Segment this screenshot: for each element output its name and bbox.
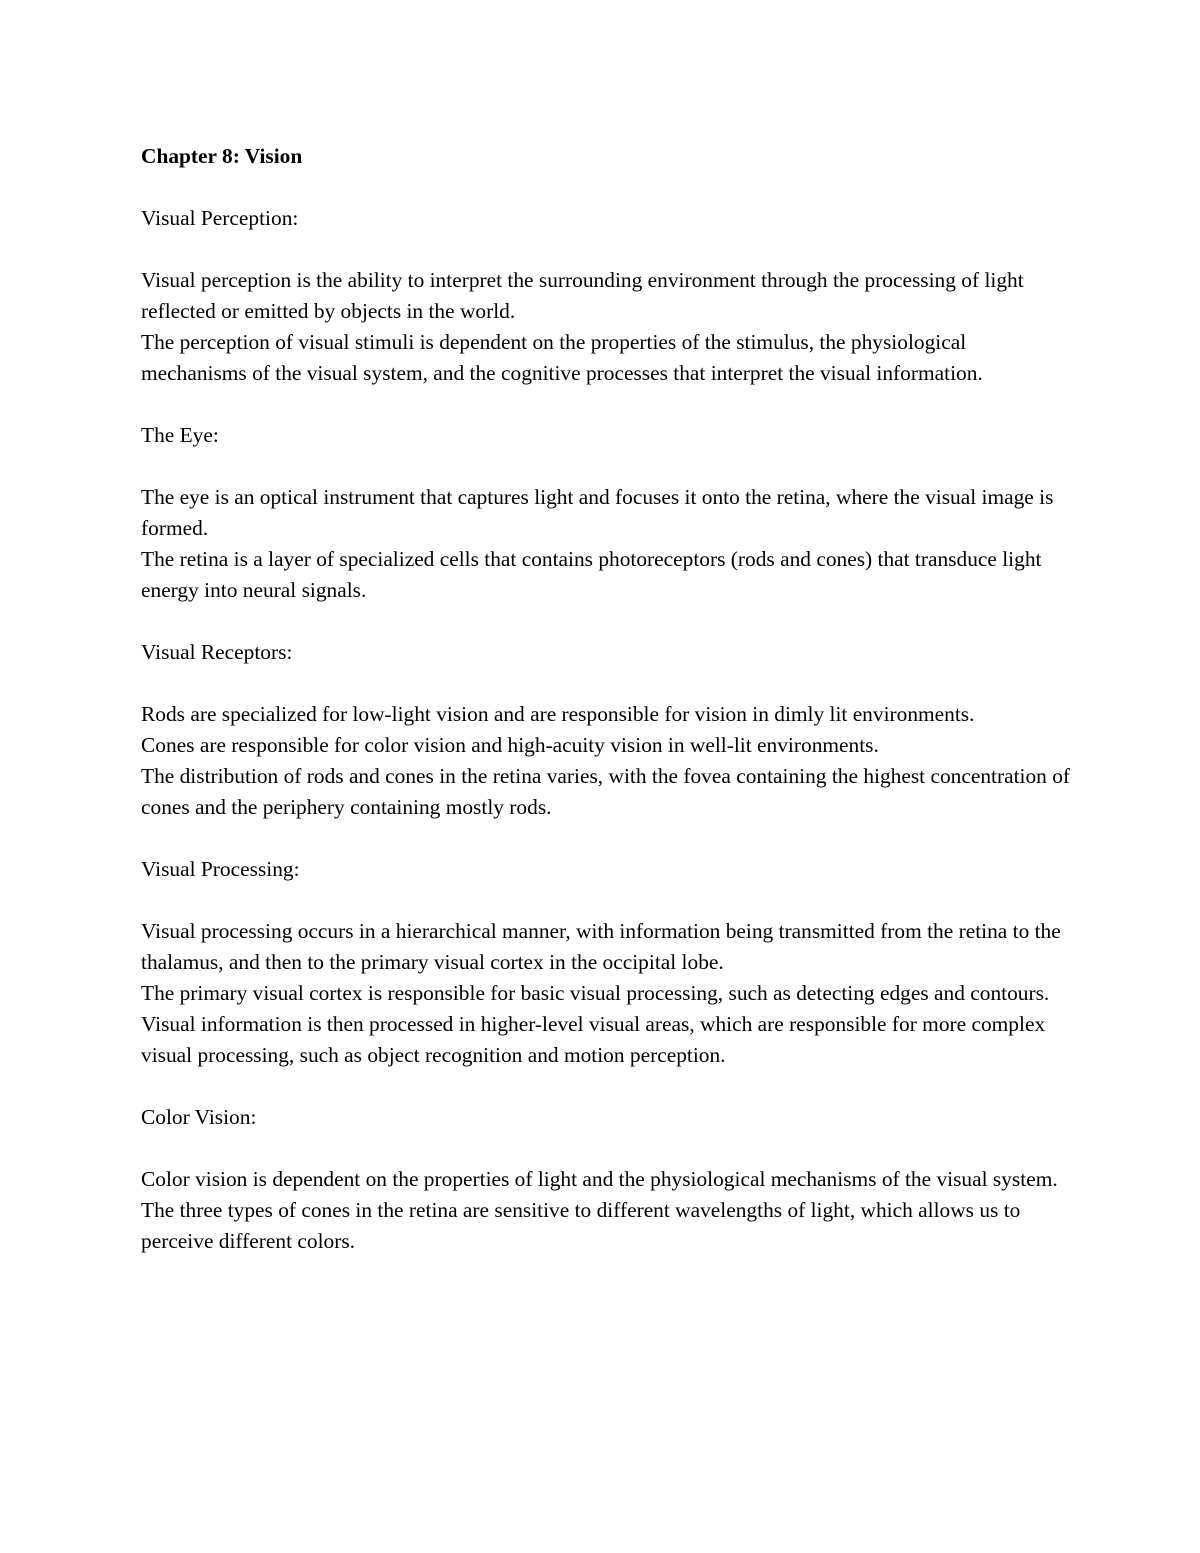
paragraph: Visual processing occurs in a hierarchical manner, with information being transmitted from the retina to the thalamus, and then to the primary visual cortex in the occipital lobe. bbox=[141, 919, 1061, 974]
document-title: Chapter 8: Vision bbox=[141, 144, 303, 168]
paragraph: The eye is an optical instrument that captures light and focuses it onto the retina, where the visual image is formed. bbox=[141, 485, 1054, 540]
section-visual-receptors bbox=[141, 637, 1076, 823]
section-body bbox=[141, 699, 1076, 823]
section-heading: The Eye: bbox=[141, 423, 219, 447]
section-body bbox=[141, 482, 1076, 606]
section-heading: Visual Perception: bbox=[141, 206, 299, 230]
section-color-vision bbox=[141, 1102, 1076, 1257]
paragraph: The retina is a layer of specialized cells that contains photoreceptors (rods and cones) that transduce light energy into neural signals. bbox=[141, 547, 1042, 602]
section-visual-processing bbox=[141, 854, 1076, 1071]
section-body bbox=[141, 265, 1076, 389]
paragraph: Cones are responsible for color vision and high-acuity vision in well-lit environments. bbox=[141, 733, 879, 757]
paragraph: The three types of cones in the retina are sensitive to different wavelengths of light, which allows us to perceive different colors. bbox=[141, 1198, 1021, 1253]
section-the-eye bbox=[141, 420, 1076, 606]
paragraph: Rods are specialized for low-light vision and are responsible for vision in dimly lit environments. bbox=[141, 702, 975, 726]
section-body bbox=[141, 916, 1076, 1071]
section-heading: Color Vision: bbox=[141, 1105, 257, 1129]
document-content bbox=[141, 141, 1076, 1288]
section-visual-perception bbox=[141, 203, 1076, 389]
paragraph: Visual information is then processed in higher-level visual areas, which are responsible for more complex visual processing, such as object recognition and motion perception. bbox=[141, 1012, 1046, 1067]
section-heading: Visual Receptors: bbox=[141, 640, 293, 664]
section-heading: Visual Processing: bbox=[141, 857, 300, 881]
paragraph: Color vision is dependent on the properties of light and the physiological mechanisms of the visual system. bbox=[141, 1167, 1058, 1191]
paragraph: Visual perception is the ability to interpret the surrounding environment through the processing of light reflected or emitted by objects in the world. bbox=[141, 268, 1024, 323]
paragraph: The primary visual cortex is responsible for basic visual processing, such as detecting edges and contours. bbox=[141, 981, 1050, 1005]
paragraph: The distribution of rods and cones in the retina varies, with the fovea containing the highest concentration of cones and the periphery containing mostly rods. bbox=[141, 764, 1071, 819]
section-body bbox=[141, 1164, 1076, 1257]
paragraph: The perception of visual stimuli is dependent on the properties of the stimulus, the physiological mechanisms of the visual system, and the cognitive processes that interpret the visual information. bbox=[141, 330, 983, 385]
